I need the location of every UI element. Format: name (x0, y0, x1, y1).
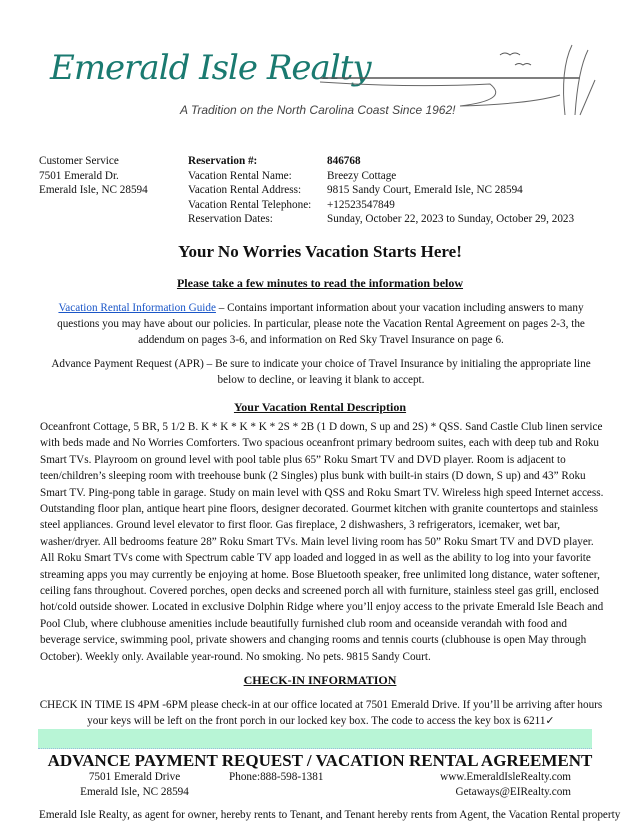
agreement-intro: Emerald Isle Realty, as agent for owner, hereby rents to Tenant, and Tenant hereby rents from Agent, the Vacation Rental property (39, 809, 621, 822)
agreement-heading: ADVANCE PAYMENT REQUEST / VACATION RENTAL AGREEMENT (47, 751, 593, 771)
office-line: Emerald Isle, NC 28594 (39, 184, 148, 197)
office-address (39, 154, 148, 198)
reservation-values (327, 154, 574, 227)
label: Reservation #: (188, 155, 258, 167)
label: Reservation Dates: (188, 213, 273, 226)
company-logo (40, 40, 600, 125)
office-line: 7501 Emerald Dr. (39, 169, 119, 182)
rental-name: Breezy Cottage (327, 169, 397, 182)
reservation-number: 846768 (327, 155, 361, 167)
logo-wordmark: Emerald Isle Realty (50, 48, 371, 88)
label: Vacation Rental Telephone: (188, 198, 312, 211)
document-body (0, 242, 640, 823)
agreement-contact (440, 770, 571, 799)
website[interactable]: www.EmeraldIsleRealty.com (440, 771, 571, 784)
rental-description: Oceanfront Cottage, 5 BR, 5 1/2 B. K * K * K * K * 2S * 2B (1 D down, S up and 2S) * QSS. Sand Castle Club linen service with beds made and No Worries Comforters. Two spacious oceanfront primary bedroom suites, each with deep tub and Roku Smart TVs. Playroom on ground level with pool table plus 65” Roku Smart TV and DVD player. Room is adjacent to teen/children’s sleeping room with treehouse bunk (2 Singles) plus bunk with built-in stairs (D down, S up) and 43” Roku Smart TV. Ping-pong table in garage. Study on main level with QSS and Roku Smart TV. Wireless high speed Internet access. Outstanding floor plan, antique heart pine floors, designer decorated. Gourmet kitchen with granite countertops and stainless steel appliances. Ground level elevator to first floor. Gas fireplace, 2 dishwashers, 3 refrigerators, icemaker, wet bar, washer/dryer. All bedrooms feature 28” Roku Smart TVs. Main level living room has 50” Roku Smart TV and DVD player. All Roku Smart TVs come with Spectrum cable TV app loaded and logged in as well as the ability to log into your favorite streaming apps you may currently be enjoying at home. Bose Bluetooth speaker, free unlimited long distance, water softener, ceiling fans throughout. Covered porches, open decks and screened porch all with furniture, stainless steel gas grill, enclosed hot/cold outside shower. Located in exclusive Dolphin Ridge where you’ll enjoy access to the private Emerald Isle Beach and Pool Club, where clubhouse amenities include beautifully furnished club room and oceanside verandah with food and beverage service, swimming pool, private showers and changing rooms and tennis courts (clubhouse is open May through October). Weekly only. Available year-round. No smoking. No pets. 9815 Sandy Court. (40, 421, 604, 663)
reservation-dates: Sunday, October 22, 2023 to Sunday, October 29, 2023 (327, 213, 575, 226)
reservation-labels (188, 154, 311, 227)
agreement-contact-row (0, 770, 640, 800)
page-title: Your No Worries Vacation Starts Here! (178, 242, 462, 261)
highlight-field[interactable] (38, 729, 592, 749)
rental-telephone: +12523547849 (327, 198, 395, 211)
checkin-text: CHECK IN TIME IS 4PM -6PM please check-in at our office located at 7501 Emerald Drive. If you’ll be arriving after hours your keys will be left on the front porch in our locked key box. The code to access the key box is 6211✓ (39, 699, 603, 728)
label: Vacation Rental Address: (188, 184, 302, 197)
rental-address: 9815 Sandy Court, Emerald Isle, NC 28594 (327, 184, 523, 197)
agreement-address (72, 770, 197, 799)
office-line: Customer Service (39, 155, 119, 167)
address-line: Emerald Isle, NC 28594 (80, 785, 189, 798)
apr-paragraph: Advance Payment Request (APR) – Be sure to indicate your choice of Travel Insurance by initialing the appropriate line below to decline, or leaving it blank to accept. (51, 358, 591, 386)
subtitle: Please take a few minutes to read the information below (176, 276, 464, 290)
guide-link[interactable]: Vacation Rental Information Guide (58, 302, 216, 314)
logo-tagline: A Tradition on the North Carolina Coast Since 1962! (180, 103, 456, 117)
agreement-phone: Phone:888-598-1381 (229, 771, 324, 784)
guide-paragraph (40, 300, 602, 348)
guide-text: – Contains important information about your vacation including answers to many questions you may have about our policies. In particular, please note the Vacation Rental Agreement on pages 2-3, the addendum on pages 3-6, and information on Red Sky Travel Insurance on page 6. (57, 302, 585, 346)
checkin-heading: CHECK-IN INFORMATION (243, 673, 397, 688)
email[interactable]: Getaways@EIRealty.com (455, 785, 571, 798)
description-heading: Your Vacation Rental Description (233, 400, 407, 414)
address-line: 7501 Emerald Drive (88, 771, 181, 784)
label: Vacation Rental Name: (188, 169, 292, 182)
